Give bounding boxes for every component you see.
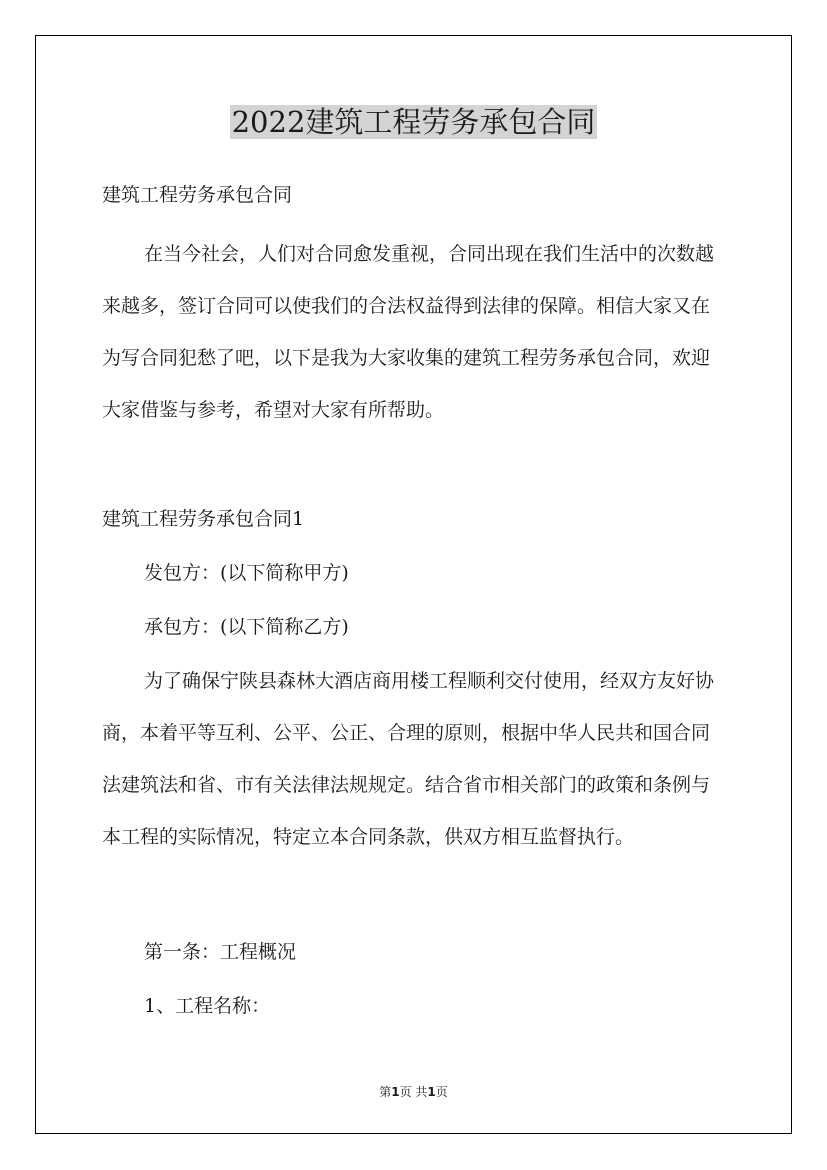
party-a: 发包方：(以下简称甲方)	[144, 562, 349, 584]
intro-paragraph: 在当今社会，人们对合同愈发重视，合同出现在我们生活中的次数越来越多，签订合同可以使我们的合法权益得到法律的保障。相信大家又在为写合同犯愁了吧，以下是我为大家收集的建筑工程劳务承包合同，欢迎大家借鉴与参考，希望对大家有所帮助。	[102, 243, 715, 421]
list-item: 1、工程名称：	[144, 995, 271, 1017]
party-b: 承包方：(以下简称乙方)	[144, 616, 349, 638]
article-heading: 第一条：工程概况	[144, 941, 297, 963]
section-heading: 建筑工程劳务承包合同1	[102, 508, 305, 530]
title-text: 2022建筑工程劳务承包合同	[231, 105, 596, 139]
purpose-paragraph: 为了确保宁陕县森林大酒店商用楼工程顺利交付使用，经双方友好协商，本着平等互利、公平、公正、合理的原则，根据中华人民共和国合同法建筑法和省、市有关法律法规规定。结合省市相关部门的政策和条例与本工程的实际情况，特定立本合同条款，供双方相互监督执行。	[102, 670, 715, 848]
document-title	[0, 100, 827, 144]
page-footer: 第1页 共1页	[379, 1085, 448, 1099]
subtitle: 建筑工程劳务承包合同	[102, 184, 293, 206]
